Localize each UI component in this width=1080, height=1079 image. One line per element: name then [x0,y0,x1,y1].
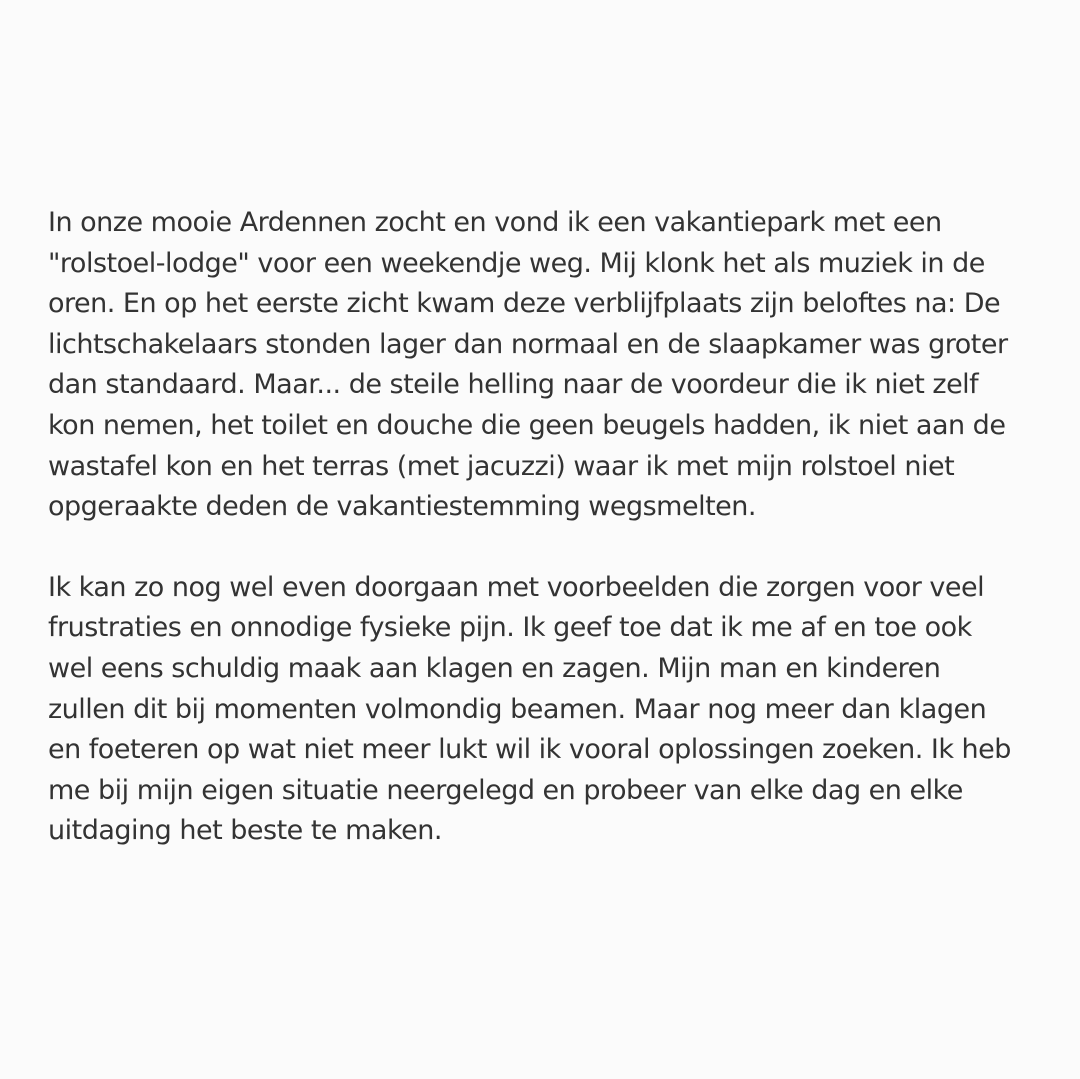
text-line: en foeteren op wat niet meer lukt wil ik vooral oplossingen zoeken. Ik heb [48,734,1011,766]
text-line: me bij mijn eigen situatie neergelegd en probeer van elke dag en elke [48,774,963,806]
text-line: wastafel kon en het terras (met jacuzzi) waar ik met mijn rolstoel niet [48,450,955,482]
text-line: "rolstoel-lodge" voor een weekendje weg. Mij klonk het als muziek in de [48,247,985,279]
text-line: zullen dit bij momenten volmondig beamen. Maar nog meer dan klagen [48,693,987,725]
paragraph-spacer [48,528,1048,568]
text-line: frustraties en onnodige fysieke pijn. Ik geef toe dat ik me af en toe ook [48,612,972,644]
text-line: uitdaging het beste te maken. [48,815,442,847]
text-line: dan standaard. Maar... de steile helling naar de voordeur die ik niet zelf [48,369,979,401]
paragraph-1 [48,203,1048,528]
text-line: lichtschakelaars stonden lager dan normaal en de slaapkamer was groter [48,328,1008,360]
text-line: oren. En op het eerste zicht kwam deze verblijfplaats zijn beloftes na: De [48,288,1001,320]
text-line: opgeraakte deden de vakantiestemming wegsmelten. [48,491,756,523]
paragraph-2 [48,568,1048,852]
text-line: wel eens schuldig maak aan klagen en zagen. Mijn man en kinderen [48,652,941,684]
text-line: In onze mooie Ardennen zocht en vond ik een vakantiepark met een [48,207,942,238]
text-line: kon nemen, het toilet en douche die geen beugels hadden, ik niet aan de [48,409,1006,441]
text-block [48,203,1048,852]
text-line: Ik kan zo nog wel even doorgaan met voorbeelden die zorgen voor veel [48,571,985,603]
